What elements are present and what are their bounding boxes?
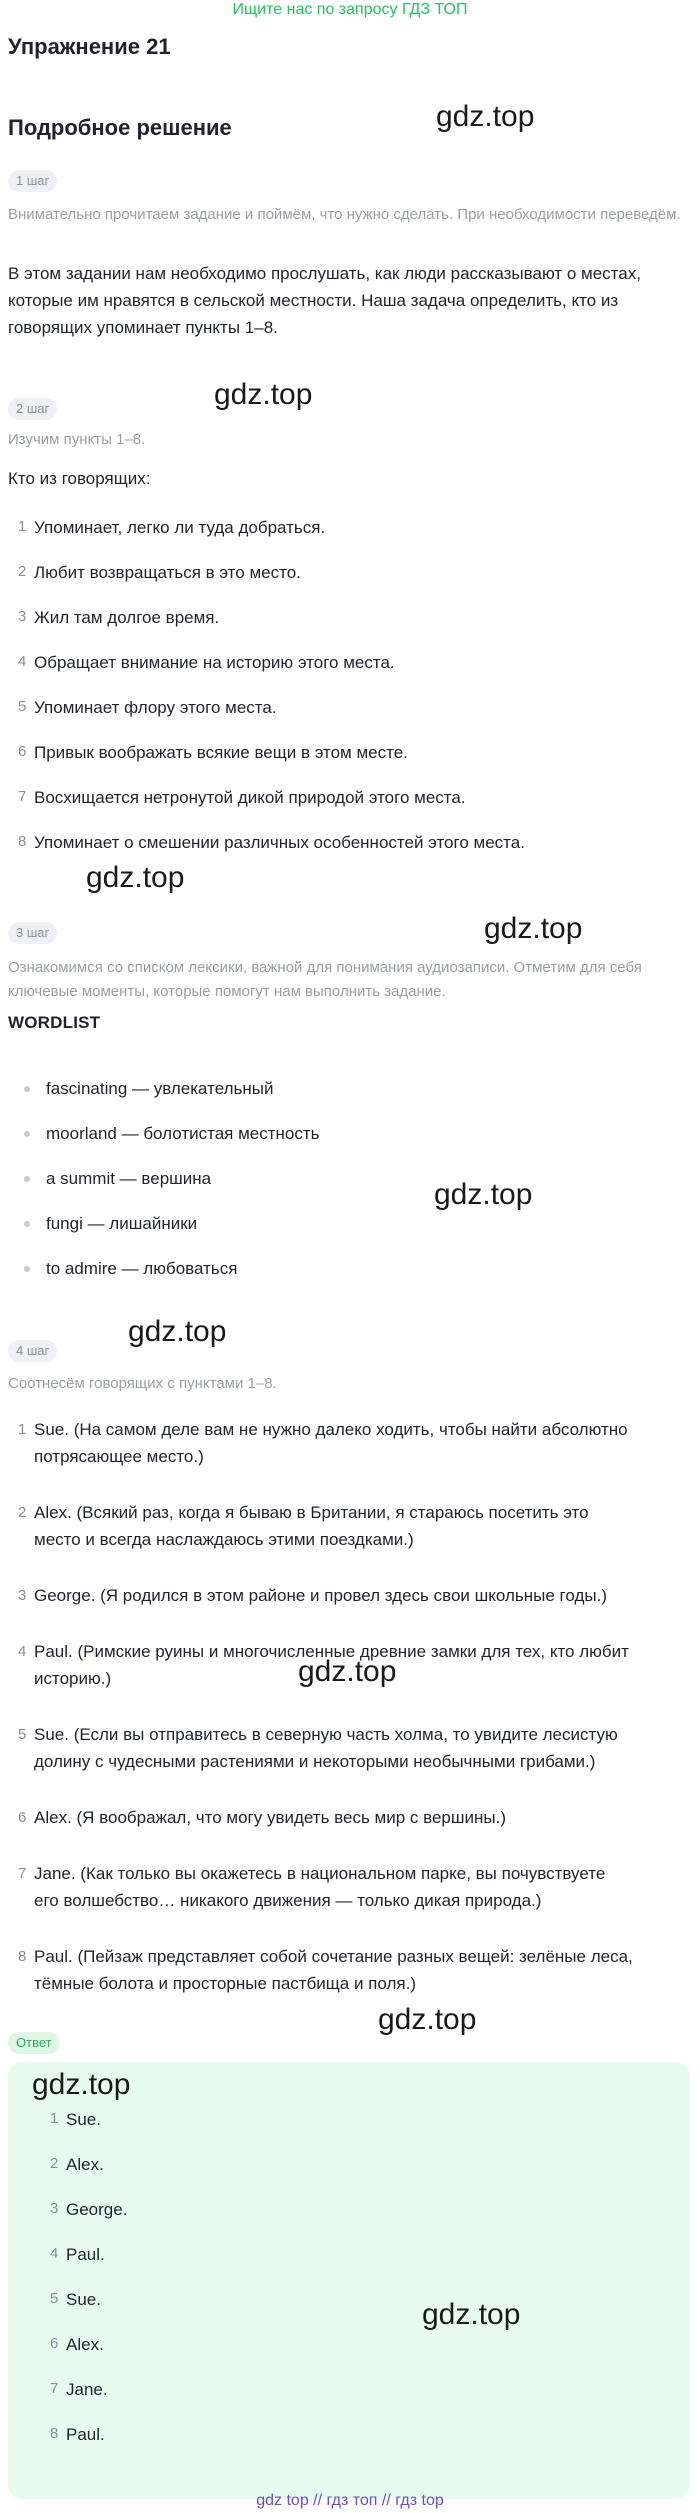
page-title: Упражнение 21 <box>8 34 171 59</box>
answer-badge-wrap <box>8 2032 60 2054</box>
watermark: gdz.top <box>86 861 185 894</box>
answer-text: Paul. <box>66 2245 105 2264</box>
item-number: 7 <box>18 1865 27 1882</box>
wordlist <box>0 1066 700 1291</box>
list-item <box>0 608 700 653</box>
item-number: 4 <box>18 653 27 670</box>
item-text: Упоминает, легко ли туда добраться. <box>34 518 326 537</box>
footer-link-gdz-top-mixed[interactable]: гдз top <box>395 2492 444 2509</box>
answer-badge: Ответ <box>8 2032 60 2054</box>
watermark: gdz.top <box>214 378 313 411</box>
list-item <box>16 2290 676 2335</box>
list-item <box>0 518 700 563</box>
item-number: 6 <box>50 2335 59 2352</box>
item-text: George. (Я родился в этом районе и провел здесь свои школьные годы.) <box>34 1586 607 1605</box>
step-badge: 4 шаг <box>8 1340 57 1362</box>
list-item <box>0 1804 700 1860</box>
footer-link-gdz-top[interactable]: gdz top <box>256 2492 309 2509</box>
item-number: 8 <box>50 2425 59 2442</box>
watermark: gdz.top <box>484 912 583 945</box>
watermark: gdz.top <box>434 1178 533 1211</box>
top-banner[interactable]: Ищите нас по запросу ГДЗ ТОП <box>232 1 468 18</box>
list-item <box>16 2425 676 2470</box>
item-text: Paul. (Пейзаж представляет собой сочетание разных вещей: зелёные леса, <box>34 1947 633 1966</box>
item-text: Любит возвращаться в это место. <box>34 563 301 582</box>
item-text: Жил там долгое время. <box>34 608 220 627</box>
list-item <box>0 1499 700 1582</box>
item-number: 2 <box>18 563 27 580</box>
answer-text: George. <box>66 2200 128 2219</box>
word-entry: fungi — лишайники <box>46 1213 198 1233</box>
word-entry: fascinating — увлекательный <box>46 1078 274 1098</box>
list-item <box>0 1860 700 1943</box>
list-item <box>0 563 700 608</box>
item-number: 4 <box>18 1643 27 1660</box>
footer-separator: // <box>313 2492 323 2509</box>
answer-text: Sue. <box>66 2110 101 2129</box>
step-4-hint: Соотнесём говорящих с пунктами 1–8. <box>8 1375 277 1392</box>
list-item <box>16 2200 676 2245</box>
item-number: 7 <box>50 2380 59 2397</box>
wordlist-heading: WORDLIST <box>8 1013 101 1032</box>
list-item <box>0 653 700 698</box>
step-badge: 1 шаг <box>8 170 57 192</box>
item-text: тёмные болота и просторные пастбища и поля.) <box>34 1974 416 1993</box>
item-text: потрясающее место.) <box>34 1447 204 1466</box>
list-item <box>0 1582 700 1638</box>
list-item <box>16 2335 676 2380</box>
list-item <box>0 1201 700 1246</box>
list-item <box>0 1156 700 1201</box>
item-text: его волшебство… никакого движения — только дикая природа.) <box>34 1891 542 1910</box>
list-item <box>0 743 700 788</box>
item-text: Восхищается нетронутой дикой природой этого места. <box>34 788 466 807</box>
list-item <box>16 2245 676 2290</box>
item-text: Привык воображать всякие вещи в этом месте. <box>34 743 408 762</box>
word-entry: to admire — любоваться <box>46 1258 238 1278</box>
list-item <box>0 1111 700 1156</box>
watermark: gdz.top <box>378 2003 477 2036</box>
item-number: 6 <box>18 743 27 760</box>
item-number: 5 <box>50 2290 59 2307</box>
list-item <box>16 2155 676 2200</box>
item-number: 3 <box>18 1587 27 1604</box>
item-number: 1 <box>18 1421 27 1438</box>
item-text: место и всегда наслаждаюсь этими поездками.) <box>34 1530 414 1549</box>
answer-text: Alex. <box>66 2155 104 2174</box>
watermark: gdz.top <box>436 100 535 133</box>
word-entry: a summit — вершина <box>46 1168 212 1188</box>
bullet <box>24 1266 30 1272</box>
item-number: 8 <box>18 1948 27 1965</box>
step-2-badge <box>8 398 57 420</box>
list-item <box>0 1943 700 2026</box>
bullet <box>24 1176 30 1182</box>
bullet <box>24 1131 30 1137</box>
list-item <box>0 1721 700 1804</box>
step-2-hint: Изучим пункты 1–8. <box>8 431 146 448</box>
step-1-text: В этом задании нам необходимо прослушать, как люди рассказывают о местах, которые им нравятся в сельской местности. Наша задача определить, кто из говорящих упоминает пункты 1–8. <box>8 264 641 337</box>
list-item <box>16 2380 676 2425</box>
item-text: Упоминает о смешении различных особенностей этого места. <box>34 833 525 852</box>
step-1-badge <box>8 170 57 192</box>
item-number: 2 <box>18 1504 27 1521</box>
item-number: 1 <box>18 518 27 535</box>
item-number: 3 <box>18 608 27 625</box>
list-item <box>0 788 700 833</box>
list-item <box>0 1246 700 1291</box>
step-4-badge <box>8 1340 57 1362</box>
item-text: Alex. (Всякий раз, когда я бываю в Британии, я стараюсь посетить это <box>34 1503 589 1522</box>
step-3-badge <box>8 922 57 944</box>
item-number: 6 <box>18 1809 27 1826</box>
bullet <box>24 1221 30 1227</box>
step-2-list <box>0 518 700 878</box>
list-item <box>0 698 700 743</box>
item-text: Paul. (Римские руины и многочисленные древние замки для тех, кто любит <box>34 1642 629 1661</box>
item-text: историю.) <box>34 1669 112 1688</box>
step-badge: 3 шаг <box>8 922 57 944</box>
item-text: Обращает внимание на историю этого места. <box>34 653 395 672</box>
step-4-list <box>0 1416 700 2026</box>
item-number: 5 <box>18 698 27 715</box>
step-3-hint: Ознакомимся со списком лексики, важной для понимания аудиозаписи. Отметим для себя ключевые моменты, которые помогут нам выполнить задание. <box>8 959 642 1000</box>
list-item <box>0 1416 700 1499</box>
step-1-hint: Внимательно прочитаем задание и поймём, что нужно сделать. При необходимости переведём. <box>8 206 681 223</box>
list-item <box>0 1066 700 1111</box>
watermark: gdz.top <box>422 2298 521 2331</box>
item-number: 2 <box>50 2155 59 2172</box>
answer-text: Alex. <box>66 2335 104 2354</box>
item-text: Alex. (Я воображал, что могу увидеть весь мир с вершины.) <box>34 1808 506 1827</box>
item-number: 3 <box>50 2200 59 2217</box>
item-text: Jane. (Как только вы окажетесь в национальном парке, вы почувствуете <box>34 1864 606 1883</box>
bullet <box>24 1086 30 1092</box>
footer-link-gdz-top-ru[interactable]: гдз топ <box>326 2492 378 2509</box>
item-text: Sue. (Если вы отправитесь в северную часть холма, то увидите лесистую <box>34 1725 618 1744</box>
item-text: Sue. (На самом деле вам не нужно далеко ходить, чтобы найти абсолютно <box>34 1420 628 1439</box>
footer-separator: // <box>381 2492 391 2509</box>
answer-list <box>16 2110 676 2470</box>
watermark: gdz.top <box>128 1315 227 1348</box>
item-number: 5 <box>18 1726 27 1743</box>
item-text: Упоминает флору этого места. <box>34 698 277 717</box>
answer-text: Jane. <box>66 2380 108 2399</box>
item-number: 4 <box>50 2245 59 2262</box>
answer-text: Paul. <box>66 2425 105 2444</box>
step-badge: 2 шаг <box>8 398 57 420</box>
item-number: 1 <box>50 2110 59 2127</box>
item-number: 8 <box>18 833 27 850</box>
item-number: 7 <box>18 788 27 805</box>
step-2-intro: Кто из говорящих: <box>8 469 151 488</box>
watermark: gdz.top <box>32 2068 131 2101</box>
watermark: gdz.top <box>298 1655 397 1688</box>
solution-heading: Подробное решение <box>8 115 232 140</box>
footer-links <box>0 2492 700 2510</box>
item-text: долину с чудесными растениями и некоторыми необычными грибами.) <box>34 1752 596 1771</box>
word-entry: moorland — болотистая местность <box>46 1123 320 1143</box>
list-item <box>16 2110 676 2155</box>
answer-text: Sue. <box>66 2290 101 2309</box>
